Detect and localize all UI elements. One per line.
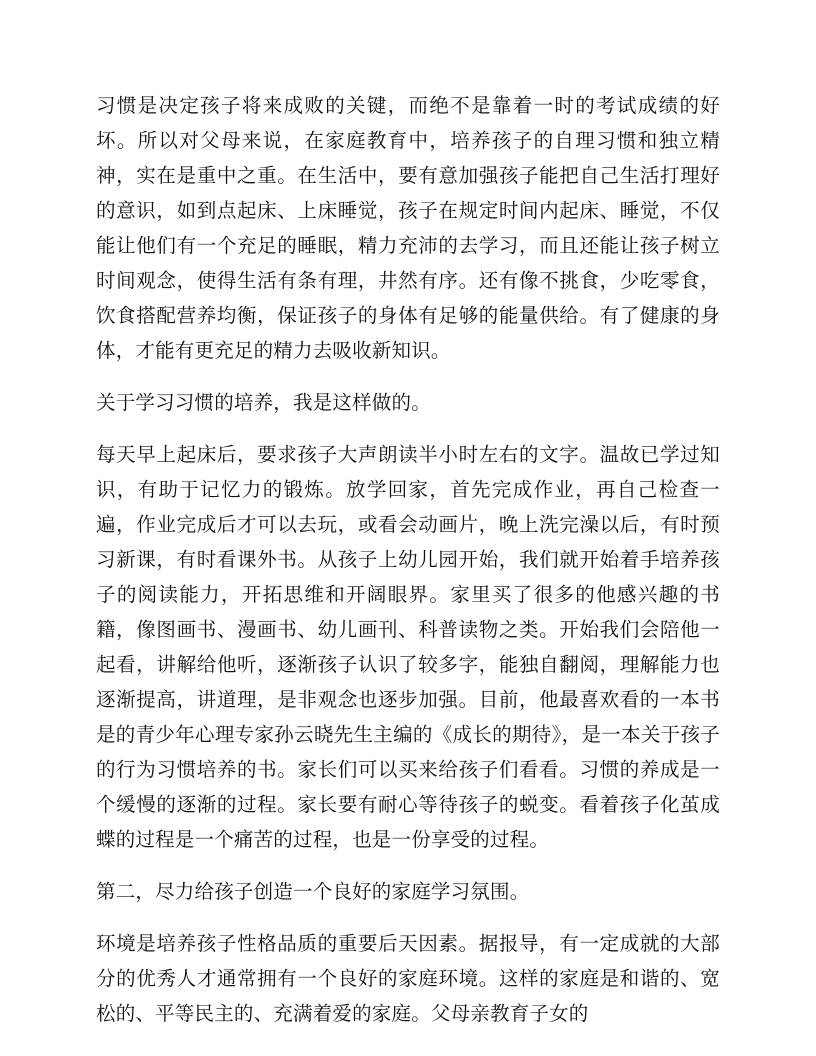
document-body: [96, 88, 720, 1031]
paragraph: 第二，尽力给孩子创造一个良好的家庭学习氛围。: [96, 880, 530, 903]
paragraph: 环境是培养孩子性格品质的重要后天因素。据报导，有一定成就的大部分的优秀人才通常拥有一个良好的家庭环境。这样的家庭是和谐的、宽松的、平等民主的、充满着爱的家庭。父母亲教育子女的: [96, 932, 720, 1025]
paragraph: 关于学习习惯的培养，我是这样做的。: [96, 391, 431, 414]
paragraph: 习惯是决定孩子将来成败的关键，而绝不是靠着一时的考试成绩的好坏。所以对父母来说，在家庭教育中，培养孩子的自理习惯和独立精神，实在是重中之重。在生活中，要有意加强孩子能把自己生活打理好的意识，如到点起床、上床睡觉，孩子在规定时间内起床、睡觉，不仅能让他们有一个充足的睡眠，精力充沛的去学习，而且还能让孩子树立时间观念，使得生活有条有理，井然有序。还有像不挑食，少吃零食，饮食搭配营养均衡，保证孩子的身体有足够的能量供给。有了健康的身体，才能有更充足的精力去吸收新知识。: [96, 94, 720, 362]
paragraph: 每天早上起床后，要求孩子大声朗读半小时左右的文字。温故已学过知识，有助于记忆力的锻炼。放学回家，首先完成作业，再自己检查一遍，作业完成后才可以去玩，或看会动画片，晚上洗完澡以后，有时预习新课，有时看课外书。从孩子上幼儿园开始，我们就开始着手培养孩子的阅读能力，开拓思维和开阔眼界。家里买了很多的他感兴趣的书籍，像图画书、漫画书、幼儿画刊、科普读物之类。开始我们会陪他一起看，讲解给他听，逐渐孩子认识了较多字，能独自翻阅，理解能力也逐渐提高，讲道理，是非观念也逐步加强。目前，他最喜欢看的一本书是的青少年心理专家孙云晓先生主编的《成长的期待》，是一本关于孩子的行为习惯培养的书。家长们可以买来给孩子们看看。习惯的养成是一个缓慢的逐渐的过程。家长要有耐心等待孩子的蜕变。看着孩子化茧成蝶的过程是一个痛苦的过程，也是一份享受的过程。: [96, 443, 720, 851]
